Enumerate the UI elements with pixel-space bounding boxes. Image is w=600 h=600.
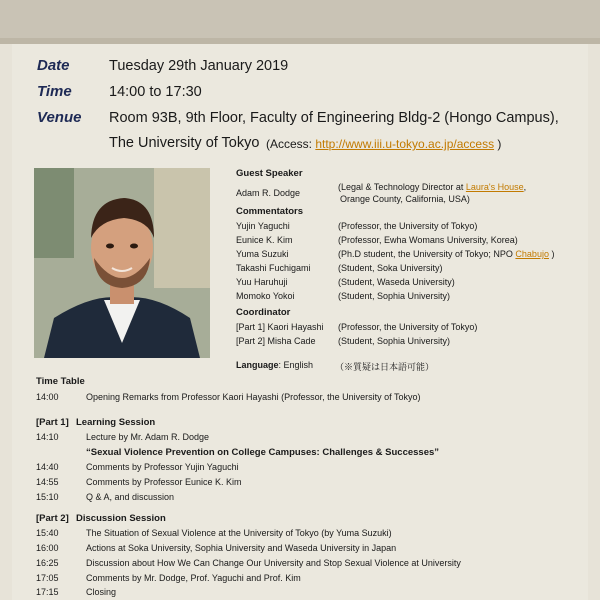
venue-line1: Room 93B, 9th Floor, Faculty of Engineering Bldg-2 (Hongo Campus),: [109, 110, 559, 126]
agenda-item: Discussion about How We Can Change Our University and Stop Sexual Violence at University: [86, 558, 461, 568]
agenda-item: The Situation of Sexual Violence at the University of Tokyo (by Yuma Suzuki): [86, 528, 392, 538]
guest-name: Adam R. Dodge: [236, 188, 301, 198]
agenda-item: Closing: [86, 587, 117, 597]
chabujo-link[interactable]: Chabujo: [515, 249, 549, 259]
language-note: （※質疑は日本語可能）: [335, 362, 435, 372]
venue-line2: The University of Tokyo: [109, 135, 260, 151]
agenda-item: Comments by Professor Eunice K. Kim: [86, 477, 242, 487]
coordinator-name: [Part 1] Kaori Hayashi: [236, 322, 324, 332]
time-cell: 17:05: [36, 573, 59, 583]
commentator-name: Yujin Yaguchi: [236, 221, 290, 231]
commentator-role: [338, 249, 554, 259]
part2-label: [Part 2]: [36, 513, 69, 524]
part1-label: [Part 1]: [36, 417, 69, 428]
time-cell: 14:55: [36, 477, 59, 487]
coordinator-role: (Student, Sophia University): [338, 336, 451, 346]
time-cell: 15:10: [36, 492, 59, 502]
guest-role-prefix: (Legal & Technology Director at: [338, 182, 466, 192]
access-prefix: (Access:: [266, 137, 316, 151]
part2-title: Discussion Session: [76, 513, 166, 524]
commentator-role-text: (Ph.D student, the University of Tokyo; NPO: [338, 249, 516, 259]
coordinator-name: [Part 2] Misha Cade: [236, 336, 316, 346]
portrait-illustration: [34, 168, 210, 358]
agenda-item: Lecture by Mr. Adam R. Dodge: [86, 432, 210, 442]
time-value: 14:00 to 17:30: [109, 84, 202, 100]
laurashouse-link[interactable]: Laura's House: [465, 182, 524, 192]
date-label: Date: [37, 57, 70, 74]
time-cell: 16:25: [36, 558, 59, 568]
guest-role-line2: Orange County, California, USA): [340, 194, 470, 204]
commentator-role: (Student, Soka University): [338, 263, 443, 273]
agenda-item: Actions at Soka University, Sophia University and Waseda University in Japan: [86, 543, 397, 553]
time-cell: 14:40: [36, 462, 59, 472]
language-label: Language: [236, 360, 279, 370]
guest-role-suffix: ,: [523, 182, 527, 192]
time-cell: 14:00: [36, 392, 59, 402]
commentator-name: Eunice K. Kim: [236, 235, 293, 245]
coordinator-heading: Coordinator: [236, 307, 291, 318]
top-banner: [0, 0, 600, 44]
language-info: [236, 360, 313, 370]
commentator-name: Yuma Suzuki: [236, 249, 289, 259]
commentator-role: (Student, Sophia University): [338, 291, 451, 301]
time-cell: 16:00: [36, 543, 59, 553]
agenda-item: Comments by Professor Yujin Yaguchi: [86, 462, 239, 472]
commentators-heading: Commentators: [236, 206, 304, 217]
access-suffix: ): [497, 137, 502, 151]
language-value: : English: [278, 360, 314, 370]
commentator-role: (Professor, the University of Tokyo): [338, 221, 478, 231]
commentator-name: Yuu Haruhuji: [236, 277, 288, 287]
time-cell: 15:40: [36, 528, 59, 538]
time-cell: 17:15: [36, 587, 59, 597]
guest-role: [338, 182, 526, 192]
commentator-name: Takashi Fuchigami: [236, 263, 311, 273]
access-link[interactable]: http://www.iii.u-tokyo.ac.jp/access: [315, 137, 495, 151]
time-label: Time: [37, 83, 72, 100]
commentator-role-suffix: ): [548, 249, 555, 259]
agenda-item: Opening Remarks from Professor Kaori Hayashi (Professor, the University of Tokyo): [86, 392, 421, 402]
lecture-title: “Sexual Violence Prevention on College Campuses: Challenges & Successes”: [86, 447, 440, 458]
guest-speaker-heading: Guest Speaker: [236, 168, 303, 179]
commentator-role: (Professor, Ewha Womans University, Korea): [338, 235, 518, 245]
coordinator-role: (Professor, the University of Tokyo): [338, 322, 478, 332]
access-info: [266, 137, 501, 151]
timetable-heading: Time Table: [36, 376, 85, 387]
date-value: Tuesday 29th January 2019: [109, 58, 289, 74]
part1-title: Learning Session: [76, 417, 156, 428]
commentator-name: Momoko Yokoi: [236, 291, 295, 301]
speaker-photo: [34, 168, 210, 358]
time-cell: 14:10: [36, 432, 59, 442]
agenda-item: Comments by Mr. Dodge, Prof. Yaguchi and Prof. Kim: [86, 573, 301, 583]
venue-label: Venue: [37, 109, 82, 126]
agenda-item: Q & A, and discussion: [86, 492, 175, 502]
commentator-role: (Student, Waseda University): [338, 277, 455, 287]
